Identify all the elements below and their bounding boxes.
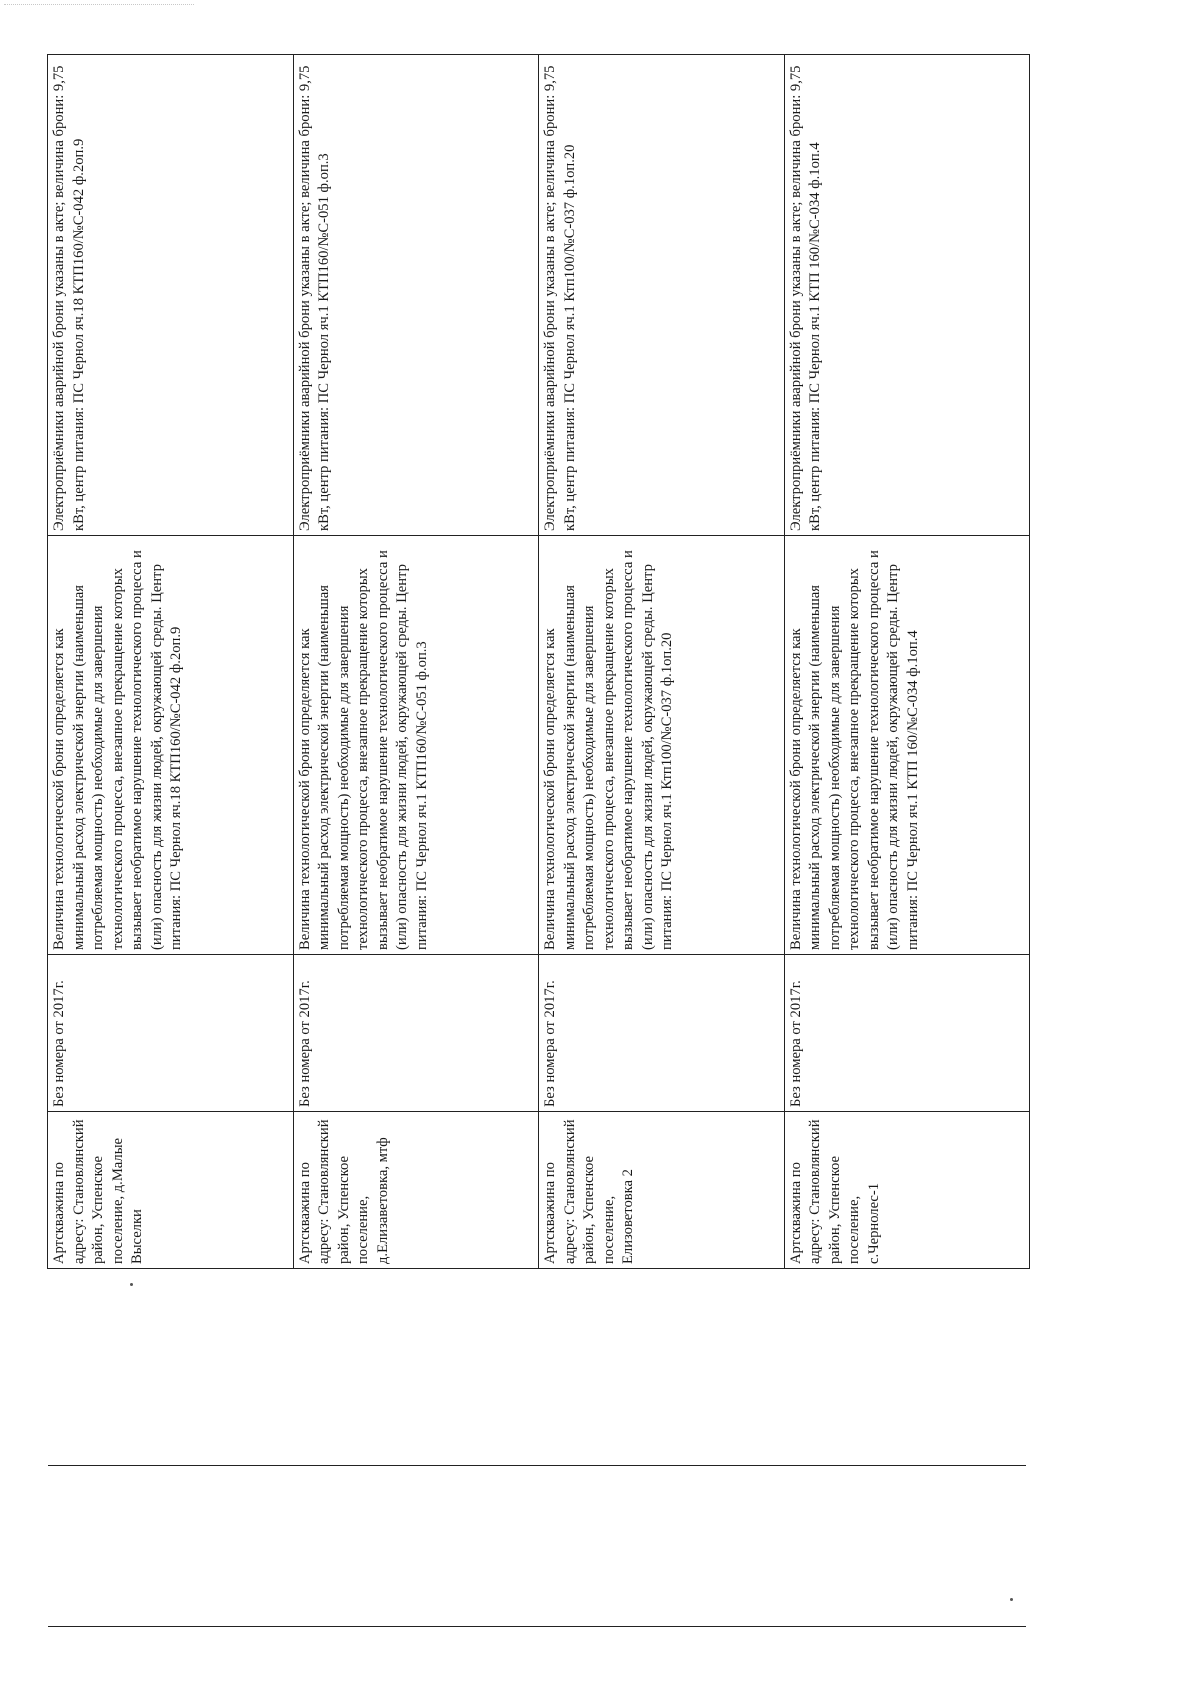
technological-reserve-cell bbox=[48, 536, 294, 955]
scan-speck bbox=[130, 1283, 133, 1286]
document-text: Без номера от 2017г. bbox=[296, 980, 313, 1107]
scan-speck bbox=[1010, 1598, 1013, 1601]
document-cell bbox=[293, 955, 539, 1112]
object-cell bbox=[48, 1112, 294, 1269]
object-cell bbox=[539, 1112, 785, 1269]
table-row bbox=[539, 55, 785, 1269]
object-text: Артскважина по адресу: Становлянский район, Успенское поселение, Елизоветовка 2 bbox=[542, 1119, 636, 1264]
rotated-table-wrapper bbox=[47, 54, 1030, 1269]
document-text: Без номера от 2017г. bbox=[787, 980, 804, 1107]
emergency-reserve-text: Электроприёмники аварийной брони указаны в акте; величина брони: 9,75 кВт, центр питания: ПС Чернол яч.18 КТП160/№С-042 ф.2оп.9 bbox=[51, 65, 87, 531]
horizontal-rule bbox=[48, 1465, 1026, 1466]
emergency-reserve-cell bbox=[539, 55, 785, 536]
object-text: Артскважина по адресу: Становлянский район, Успенское поселение, с.Чернолес-1 bbox=[787, 1119, 882, 1264]
horizontal-rule bbox=[48, 1626, 1026, 1627]
object-cell bbox=[784, 1112, 1030, 1269]
document-cell bbox=[784, 955, 1030, 1112]
technological-reserve-cell bbox=[784, 536, 1030, 955]
object-cell bbox=[293, 1112, 539, 1269]
technological-reserve-text: Величина технологической брони определяется как минимальный расход электрической энергии (наименьшая потребляемая мощность) необходимые для завершения технологического процесса, внезапное прекращение которых вызывает необратимое нарушение технологического процесса и (или) опасность для жизни людей, окружающей среды. Центр питания: ПС Чернол яч.1 КТП160/№С-051 ф.оп.3 bbox=[296, 550, 430, 950]
document-text: Без номера от 2017г. bbox=[51, 980, 67, 1107]
document-cell bbox=[539, 955, 785, 1112]
emergency-reserve-cell bbox=[48, 55, 294, 536]
object-text: Артскважина по адресу: Становлянский район, Успенское поселение, д.Малые Выселки bbox=[51, 1119, 145, 1264]
object-text: Артскважина по адресу: Становлянский район, Успенское поселение, д.Елизаветовка, мтф bbox=[296, 1119, 391, 1264]
emergency-reserve-text: Электроприёмники аварийной брони указаны в акте; величина брони: 9,75 кВт, центр питания: ПС Чернол яч.1 Ктп100/№С-037 ф.1оп.20 bbox=[542, 65, 578, 531]
technological-reserve-text: Величина технологической брони определяется как минимальный расход электрической энергии (наименьшая потребляемая мощность) необходимые для завершения технологического процесса, внезапное прекращение которых вызывает необратимое нарушение технологического процесса и (или) опасность для жизни людей, окружающей среды. Центр питания: ПС Чернол яч.1 КТП 160/№С-034 ф.1оп.4 bbox=[787, 550, 921, 950]
technological-reserve-text: Величина технологической брони определяется как минимальный расход электрической энергии (наименьшая потребляемая мощность) необходимые для завершения технологического процесса, внезапное прекращение которых вызывает необратимое нарушение технологического процесса и (или) опасность для жизни людей, окружающей среды. Центр питания: ПС Чернол яч.1 Ктп100/№С-037 ф.1оп.20 bbox=[542, 550, 675, 950]
emergency-reserve-cell bbox=[293, 55, 539, 536]
reserve-table bbox=[47, 54, 1030, 1269]
technological-reserve-text: Величина технологической брони определяется как минимальный расход электрической энергии (наименьшая потребляемая мощность) необходимые для завершения технологического процесса, внезапное прекращение которых вызывает необратимое нарушение технологического процесса и (или) опасность для жизни людей, окружающей среды. Центр питания: ПС Чернол яч.18 КТП160/№С-042 ф.2оп.9 bbox=[51, 550, 184, 950]
technological-reserve-cell bbox=[293, 536, 539, 955]
scan-edge-mark bbox=[4, 4, 194, 9]
emergency-reserve-cell bbox=[784, 55, 1030, 536]
table-row bbox=[784, 55, 1030, 1269]
document-cell bbox=[48, 955, 294, 1112]
technological-reserve-cell bbox=[539, 536, 785, 955]
table-row bbox=[293, 55, 539, 1269]
table-row bbox=[48, 55, 294, 1269]
emergency-reserve-text: Электроприёмники аварийной брони указаны в акте; величина брони: 9,75 кВт, центр питания: ПС Чернол яч.1 КТП160/№С-051 ф.оп.3 bbox=[296, 65, 332, 531]
document-text: Без номера от 2017г. bbox=[542, 980, 558, 1107]
emergency-reserve-text: Электроприёмники аварийной брони указаны в акте; величина брони: 9,75 кВт, центр питания: ПС Чернол яч.1 КТП 160/№С-034 ф.1оп.4 bbox=[787, 65, 823, 531]
